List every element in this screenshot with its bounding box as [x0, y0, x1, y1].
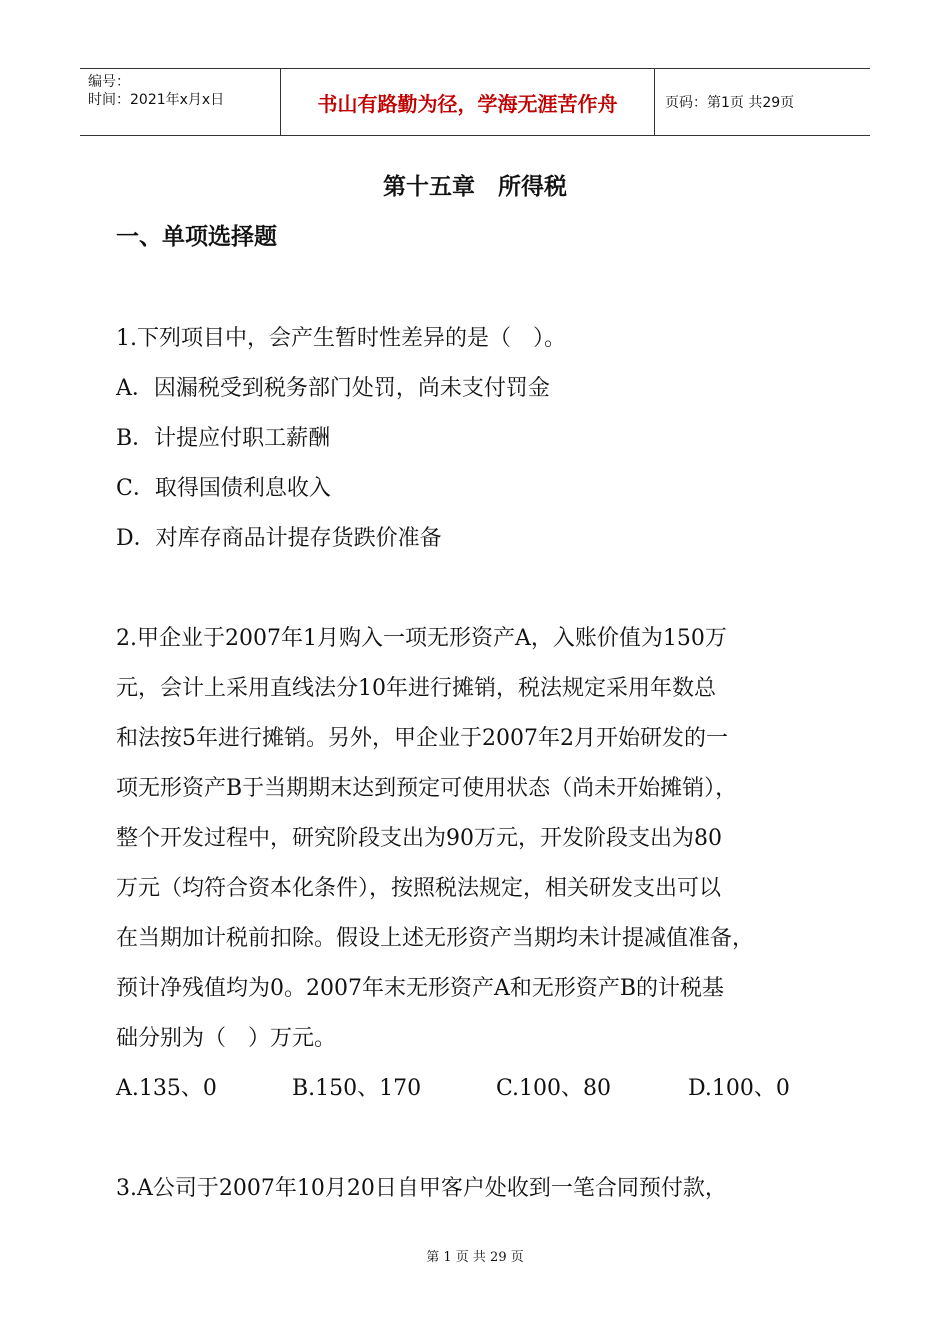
- question-2-line: 预计净残值均为0。2007年末无形资产A和无形资产B的计税基: [116, 976, 725, 1001]
- question-1-stem: 1.下列项目中，会产生暂时性差异的是（ ）。: [116, 326, 566, 351]
- section-title: 一、单项选择题: [116, 224, 277, 250]
- page-footer: 第 1 页 共 29 页: [426, 1250, 524, 1265]
- question-1-option-c: C．取得国债利息收入: [116, 476, 331, 501]
- chapter-title: 第十五章 所得税: [383, 174, 567, 200]
- question-2-line: 整个开发过程中，研究阶段支出为90万元，开发阶段支出为80: [116, 826, 722, 851]
- question-1-option-a: A．因漏税受到税务部门处罚，尚未支付罚金: [116, 376, 550, 401]
- header-motto: 书山有路勤为径，学海无涯苦作舟: [281, 69, 655, 135]
- question-2-option-d: D.100、0: [688, 1076, 790, 1101]
- document-time-label: 时间：2021年x月x日: [88, 92, 225, 108]
- question-2-line: 和法按5年进行摊销。另外，甲企业于2007年2月开始研发的一: [116, 726, 728, 751]
- header-meta: [80, 69, 281, 135]
- spacer: [116, 564, 846, 614]
- question-3-line: 3.A公司于2007年10月20日自甲客户处收到一笔合同预付款，: [116, 1176, 727, 1201]
- header-page-info: 页码：第1页 共29页: [665, 95, 795, 111]
- question-1-option-d: D．对库存商品计提存货跌价准备: [116, 526, 442, 551]
- question-2-line: 础分别为（ ）万元。: [116, 1026, 337, 1051]
- question-2-option-a: A.135、0: [116, 1076, 217, 1101]
- document-number-label: 编号：: [88, 74, 130, 90]
- question-list: [116, 314, 846, 1214]
- question-2-option-c: C.100、80: [496, 1076, 612, 1101]
- question-2-line: 万元（均符合资本化条件），按照税法规定，相关研发支出可以: [116, 876, 722, 901]
- page-header: [80, 68, 870, 136]
- question-2-line: 在当期加计税前扣除。假设上述无形资产当期均未计提减值准备，: [116, 926, 755, 951]
- question-1-option-b: B．计提应付职工薪酬: [116, 426, 331, 451]
- question-2-line: 2.甲企业于2007年1月购入一项无形资产A，入账价值为150万: [116, 626, 727, 651]
- question-2-line: 元，会计上采用直线法分10年进行摊销，税法规定采用年数总: [116, 676, 716, 701]
- question-2-option-b: B.150、170: [292, 1076, 422, 1101]
- spacer: [116, 1114, 846, 1164]
- question-2-options: [116, 1064, 846, 1114]
- question-2-line: 项无形资产B于当期期末达到预定可使用状态（尚未开始摊销），: [116, 776, 738, 801]
